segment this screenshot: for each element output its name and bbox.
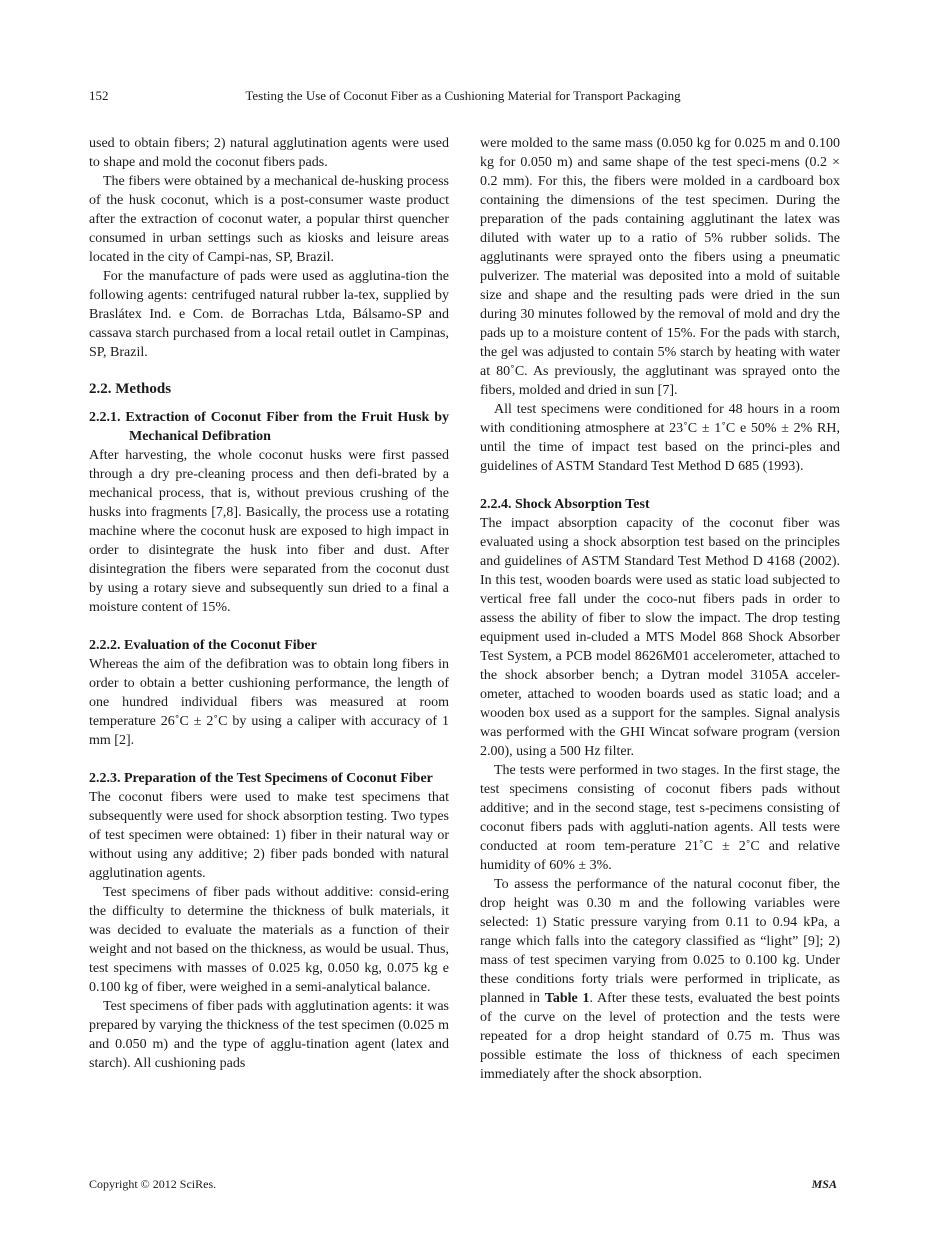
paragraph-text: . After these tests, evaluated the best points of the curve on the level of protection and the tests were repeated for a drop height standard of 0.75 m. Thus was possible estimate the loss of thickness of each specimen immediately after the shock absorption. — [480, 991, 840, 1082]
paragraph: All test specimens were conditioned for 48 hours in a room with conditioning atmosphere at 23˚C ± 1˚C e 50% ± 2% RH, until the time of impact test based on the princi-ples and guidelines of ASTM Standard Test Method D 685 (1993). — [480, 402, 840, 474]
subsection-heading-2-2-3: 2.2.3. Preparation of the Test Specimens of Coconut Fiber — [89, 771, 433, 786]
paragraph: Test specimens of fiber pads without additive: consid-ering the difficulty to determine the thickness of bulk materials, it was decided to evaluate the materials as a function of their weight and not based on the thickness, as would be usual. Thus, test specimens with masses of 0.025 kg, 0.050 kg, 0.075 kg e 0.100 kg of fiber, were weighed in a semi-analytical balance. — [89, 885, 449, 995]
paragraph: used to obtain fibers; 2) natural agglutination agents were used to shape and mold the coconut fibers pads. — [89, 136, 449, 170]
paragraph: For the manufacture of pads were used as agglutina-tion the following agents: centrifuged natural rubber la-tex, supplied by Braslátex Ind. e Com. de Borrachas Ltda, Bálsamo-SP and cassava starch purchased from a local retail outlet in Campinas, SP, Brazil. — [89, 269, 449, 360]
paragraph: After harvesting, the whole coconut husks were first passed through a dry pre-cleaning process and then defi-brated by a mechanical process, that is, without previous crushing of the husks into fragments [7,8]. Basically, the process use a rotating machine where the coconut husk are exposed to high impact in order to disintegrate the husk into fiber and dust. After disintegration the fibers were separated from the coconut dust by using a rotary sieve and subsequently sun dried to a final a moisture content of 15%. — [89, 448, 449, 615]
subsection-heading-2-2-2: 2.2.2. Evaluation of the Coconut Fiber — [89, 638, 317, 653]
copyright-notice: Copyright © 2012 SciRes. — [89, 1177, 217, 1191]
paragraph: The impact absorption capacity of the coconut fiber was evaluated using a shock absorption test based on the principles and guidelines of ASTM Standard Test Method D 4168 (2002). In this test, wooden boards were used as static load subjected to vertical free fall under the coco-nut fibers pads in order to assess the ability of fiber to slow the impact. The drop testing equipment used in-cluded a MTS Model 868 Shock Absorber Test System, a PCB model 8626M01 accelerometer, attached to the shock absorber bench; a Dytran model 3105A acceler-ometer, attached to wooden boards used as static load; and a wooden box used as a support for the samples. Signal analysis was performed with the GHI Wincat sofware program (version 2.00), using a 500 Hz filter. — [480, 516, 840, 759]
table-reference-link[interactable]: Table 1 — [544, 991, 590, 1006]
paragraph: Test specimens of fiber pads with agglutination agents: it was prepared by varying the thickness of the test specimen (0.025 m and 0.050 m) and the type of agglu-tination agent (latex and starch). All cushioning pads — [89, 999, 449, 1071]
right-column — [480, 134, 840, 1084]
paragraph: The fibers were obtained by a mechanical de-husking process of the husk coconut, which is a post-consumer waste product after the extraction of coconut water, a popular thirst quencher consumed in urban settings such as kiosks and leisure areas located in the city of Campi-nas, SP, Brazil. — [89, 174, 449, 265]
page-footer — [89, 1177, 837, 1195]
paragraph: The coconut fibers were used to make test specimens that subsequently were used for shock absorption testing. Two types of test specimen were obtained: 1) fiber in their natural way or without using any additive; 2) fiber pads bonded with natural agglutination agents. — [89, 790, 449, 881]
paragraph — [480, 875, 840, 1084]
subsection-heading-2-2-4: 2.2.4. Shock Absorption Test — [480, 497, 650, 512]
left-column — [89, 134, 449, 1073]
paragraph: Whereas the aim of the defibration was to obtain long fibers in order to obtain a better cushioning performance, the length of one hundred individual fibers was measured at room temperature 26˚C ± 2˚C by using a caliper with accuracy of 1 mm [2]. — [89, 657, 449, 748]
paragraph: were molded to the same mass (0.050 kg for 0.025 m and 0.100 kg for 0.050 m) and same shape of the test speci-mens (0.2 × 0.2 mm). For this, the fibers were molded in a cardboard box containing the dimensions of the test specimen. During the preparation of the pads containing agglutinant the latex was diluted with water up to a ratio of 5% rubber solids. The agglutinants were sprayed onto the fibers using a pneumatic pulverizer. The material was deposited into a mold of suitable size and shape and the resulting pads were dried in the sun during 30 minutes followed by the removal of mold and dry the pads up to a moisture content of 15%. For the pads with starch, the gel was adjusted to contain 5% starch by heating with water at 80˚C. As previously, the agglutinant was sprayed onto the fibers, molded and dried in sun [7]. — [480, 136, 840, 398]
paragraph-text: To assess the performance of the natural coconut fiber, the drop height was 0.30 m and the following variables were selected: 1) Static pressure varying from 0.11 to 0.94 kPa, a range which falls into the category classified as “light” [9]; 2) mass of test specimen varying from 0.025 to 0.100 kg. Under these conditions forty trials were performed in triplicate, as planned in — [480, 877, 840, 1006]
page-number: 152 — [89, 88, 109, 103]
paragraph: The tests were performed in two stages. In the first stage, the test specimens consisting of coconut fibers pads without additive; and in the second stage, test s-pecimens consisting of coconut fibers pads with aggluti-nation agents. All tests were conducted at room tem-perature 21˚C ± 2˚C and relative humidity of 60% ± 3%. — [480, 763, 840, 873]
page-header — [89, 88, 837, 108]
subsection-heading-2-2-1: 2.2.1. Extraction of Coconut Fiber from the Fruit Husk by Mechanical Defibration — [89, 410, 449, 444]
section-heading-methods: 2.2. Methods — [89, 381, 172, 397]
running-title: Testing the Use of Coconut Fiber as a Cushioning Material for Transport Packaging — [245, 88, 681, 103]
journal-abbreviation: MSA — [811, 1177, 837, 1191]
